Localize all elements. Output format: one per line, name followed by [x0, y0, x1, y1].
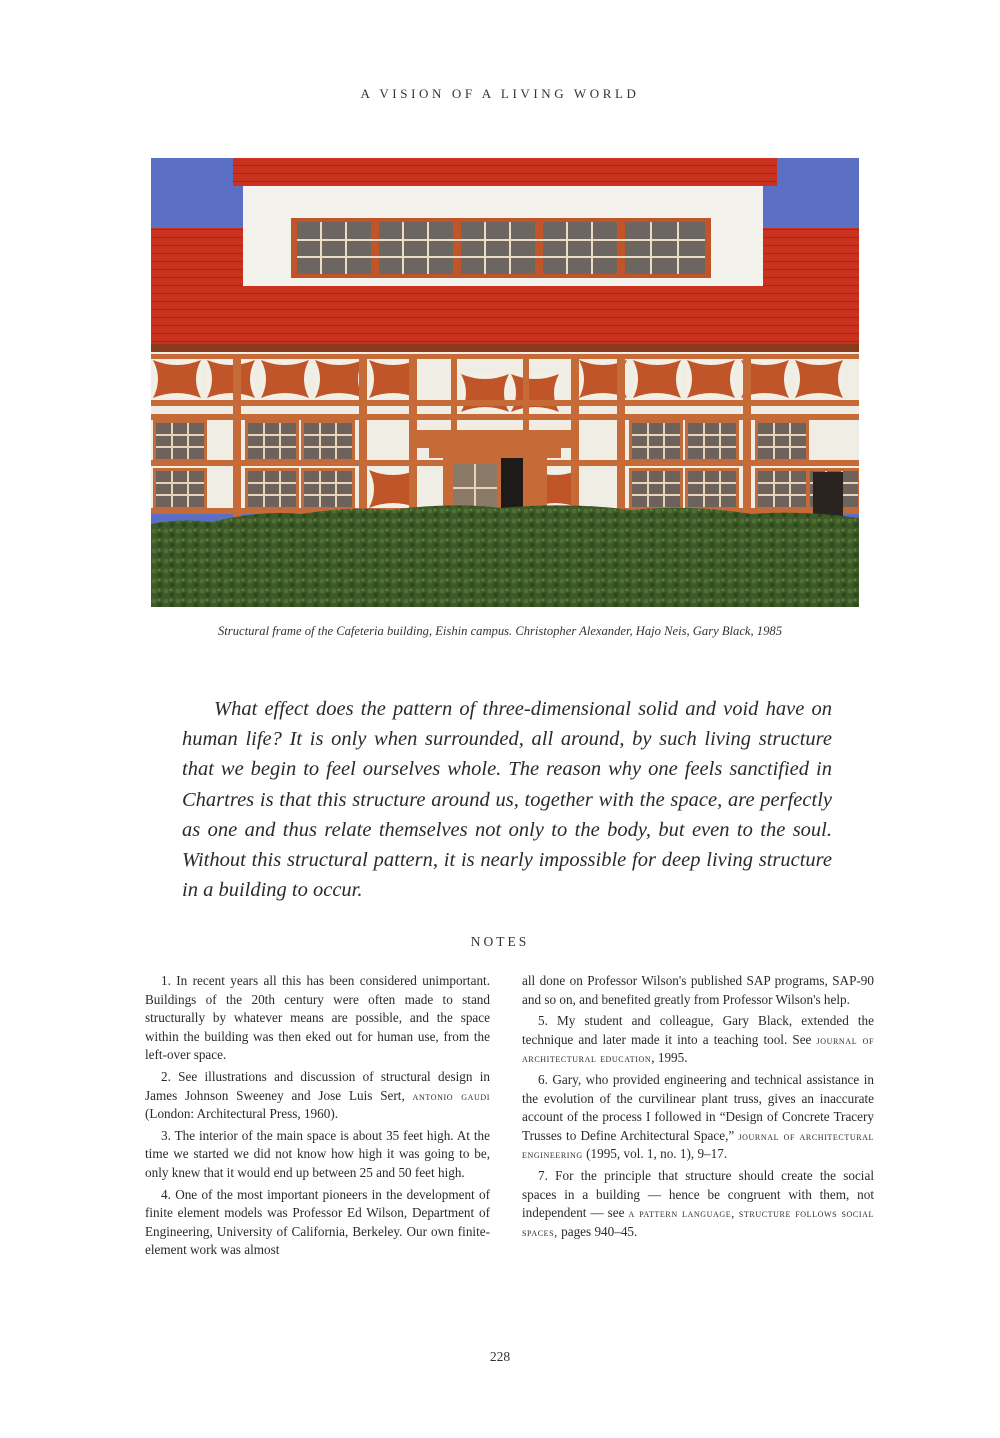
note-2-book-title: antonio gaudi — [412, 1088, 490, 1103]
note-2-text: 2. See illustrations and discussion of structural design in James Johnson Sweeney and Jose Luis Sert, — [145, 1068, 490, 1103]
note-6-text: 6. Gary, who provided engineering and technical assistance in the evolution of the curvilinear plant truss, gives an inaccurate account of the process I followed in “Design of Concrete Tracery Trusses to Define Architectural Space,” — [522, 1071, 874, 1143]
running-head: A VISION OF A LIVING WORLD — [360, 86, 640, 101]
note-4: 4. One of the most important pioneers in the development of finite element models was Professor Ed Wilson, Department of Engineering, University of California, Berkeley. Our own finite-element work was almost — [145, 1186, 490, 1258]
note-7 — [522, 1167, 874, 1241]
note-6 — [522, 1071, 874, 1164]
note-6-citation: (1995, vol. 1, no. 1), 9–17. — [586, 1146, 728, 1162]
note-7-book-title: a pattern language, — [628, 1206, 735, 1221]
note-5-journal: journal of architectural education — [522, 1032, 875, 1066]
pull-quote: What effect does the pattern of three-dimensional solid and void have on human life? It is only when surrounded, all around, by such living structure that we begin to feel ourselves whole. The reason why one feels sanctified in Chartres is that this structure around us, together with the space, are perfectly as one and thus relate themselves not only to the body, but even to the soul. Without this structural pattern, it is nearly impossible for deep living structure in a building to occur. — [182, 698, 832, 902]
notes-heading: NOTES — [470, 934, 530, 949]
notes-column-right — [522, 972, 874, 1244]
note-7-text: 7. For the principle that structure should create the social spaces in a building — hence be congruent with them, not independent — see — [522, 1167, 874, 1221]
figure-caption: Structural frame of the Cafeteria building, Eishin campus. Christopher Alexander, Hajo Neis, Gary Black, 1985 — [218, 624, 782, 638]
note-3: 3. The interior of the main space is about 35 feet high. At the time we started we did not know how high it was going to be, only knew that it would end up between 25 and 50 feet high. — [145, 1127, 490, 1180]
note-6-journal: journal of architectural engineering — [522, 1128, 874, 1162]
notes-column-left — [145, 972, 490, 1263]
note-1: 1. In recent years all this has been considered unimportant. Buildings of the 20th century were often made to stand structurally by whatever means are possible, and the space within the building was then eked out for human use, from the left-over space. — [145, 973, 490, 1063]
cafeteria-building-illustration — [151, 158, 859, 607]
figure-photo — [151, 158, 859, 607]
note-2-publisher: (London: Architectural Press, 1960). — [145, 1106, 339, 1122]
note-7-pages: pages 940–45. — [561, 1223, 638, 1239]
note-5 — [522, 1012, 874, 1068]
note-4-continued: all done on Professor Wilson's published SAP programs, SAP-90 and so on, and benefited greatly from Professor Wilson's help. — [522, 973, 874, 1007]
note-2 — [145, 1068, 490, 1124]
page-number: 228 — [489, 1349, 511, 1364]
note-7-pattern-name: structure follows social spaces, — [522, 1206, 874, 1239]
note-5-text: 5. My student and colleague, Gary Black, extended the technique and later made it into a teaching tool. See — [522, 1013, 874, 1047]
note-5-year: , 1995. — [651, 1050, 688, 1066]
